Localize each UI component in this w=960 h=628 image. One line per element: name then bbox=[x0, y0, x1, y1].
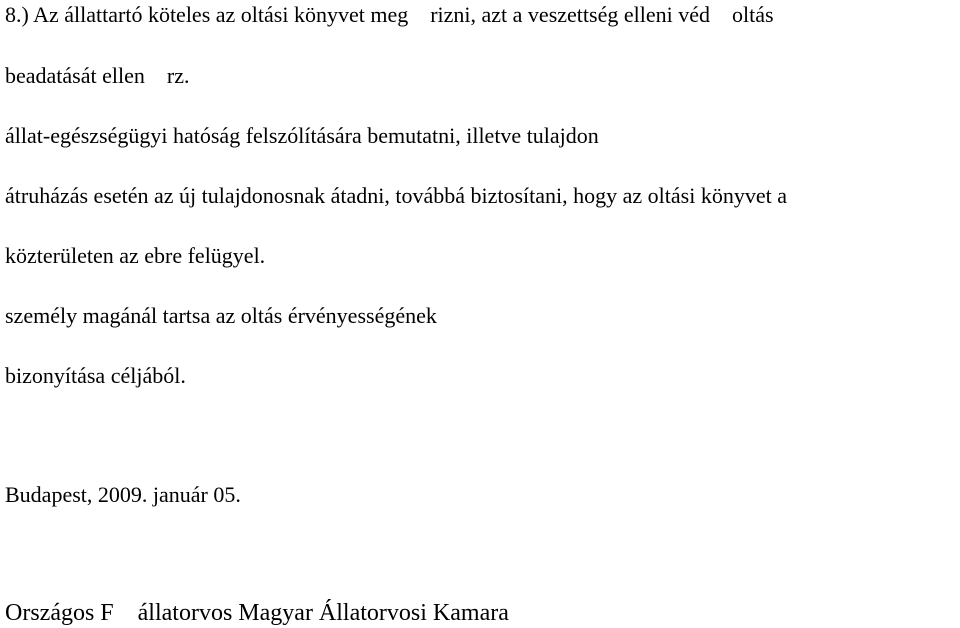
paragraph-line-3: állat-egészségügyi hatóság felszólítására bemutatni, illetve tulajdon bbox=[5, 123, 599, 148]
paragraph-line-2: beadatását ellen rz. bbox=[5, 63, 190, 88]
paragraph-line-5: közterületen az ebre felügyel. bbox=[5, 243, 266, 268]
paragraph-line-6: személy magánál tartsa az oltás érvényességének bbox=[5, 303, 437, 328]
date-line: Budapest, 2009. január 05. bbox=[5, 482, 241, 507]
signature-line: Országos F állatorvos Magyar Állatorvosi Kamara bbox=[5, 600, 509, 626]
paragraph-line-4: átruházás esetén az új tulajdonosnak átadni, továbbá biztosítani, hogy az oltási könyvet a bbox=[5, 183, 787, 208]
paragraph-line-1: 8.) Az állattartó köteles az oltási könyvet meg rizni, azt a veszettség elleni véd oltás bbox=[5, 2, 774, 27]
paragraph-line-7: bizonyítása céljából. bbox=[5, 363, 186, 388]
